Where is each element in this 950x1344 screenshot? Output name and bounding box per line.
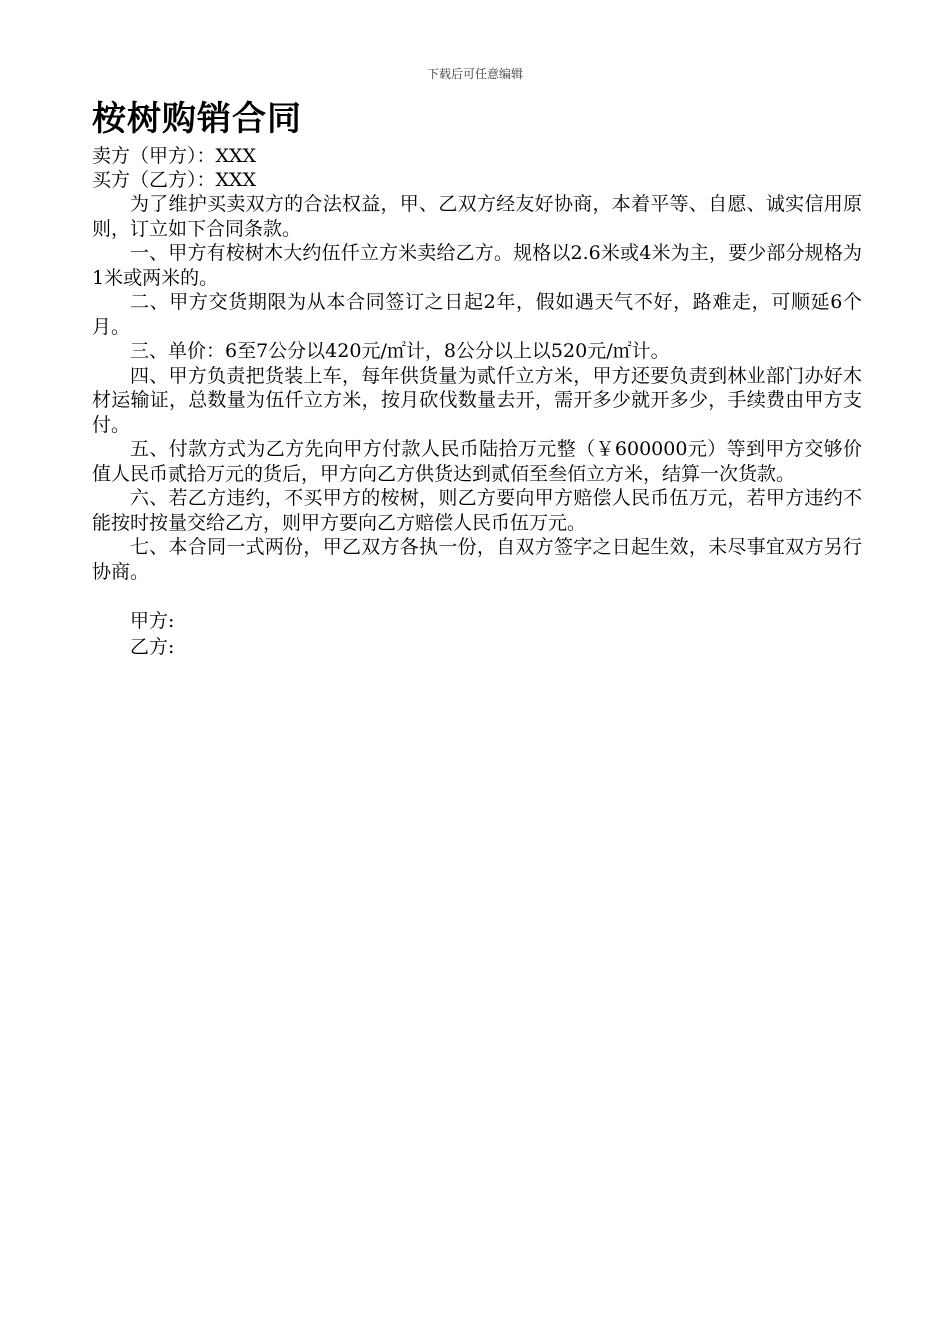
- signature-block: [92, 608, 862, 660]
- seller-line: 卖方（甲方）：XXX: [92, 145, 257, 167]
- clause-5: 五、付款方式为乙方先向甲方付款人民币陆拾万元整（￥600000元）等到甲方交够价值人民币贰拾万元的货后，甲方向乙方供货达到贰佰至叁佰立方米，结算一次货款。: [92, 438, 862, 485]
- buyer-line: 买方（乙方）：XXX: [92, 169, 257, 191]
- clause-2: 二、甲方交货期限为从本合同签订之日起2年，假如遇天气不好，路难走，可顺延6个月。: [92, 291, 862, 338]
- clause-4: 四、甲方负责把货装上车，每年供货量为贰仟立方米，甲方还要负责到林业部门办好木材运输证，总数量为伍仟立方米，按月砍伐数量去开，需开多少就开多少，手续费由甲方支付。: [92, 364, 862, 436]
- contract-title: 桉树购销合同: [92, 99, 302, 139]
- clause-6: 六、若乙方违约，不买甲方的桉树，则乙方要向甲方赔偿人民币伍万元，若甲方违约不能按时按量交给乙方，则甲方要向乙方赔偿人民币伍万元。: [92, 487, 862, 534]
- intro-paragraph: 为了维护买卖双方的合法权益，甲、乙双方经友好协商，本着平等、自愿、诚实信用原则，订立如下合同条款。: [92, 193, 862, 240]
- signature-party-b: 乙方:: [130, 636, 175, 658]
- clause-7: 七、本合同一式两份，甲乙双方各执一份，自双方签字之日起生效，未尽事宜双方另行协商。: [92, 536, 862, 583]
- clause-3: 三、单价：6至7公分以420元/㎡计，8公分以上以520元/㎡计。: [130, 340, 670, 362]
- signature-party-a: 甲方:: [130, 610, 175, 632]
- clause-1: 一、甲方有桉树木大约伍仟立方米卖给乙方。规格以2.6米或4米为主，要少部分规格为1米或两米的。: [92, 242, 862, 289]
- header-note: 下载后可任意编辑: [426, 67, 523, 81]
- contract-body: [92, 96, 862, 660]
